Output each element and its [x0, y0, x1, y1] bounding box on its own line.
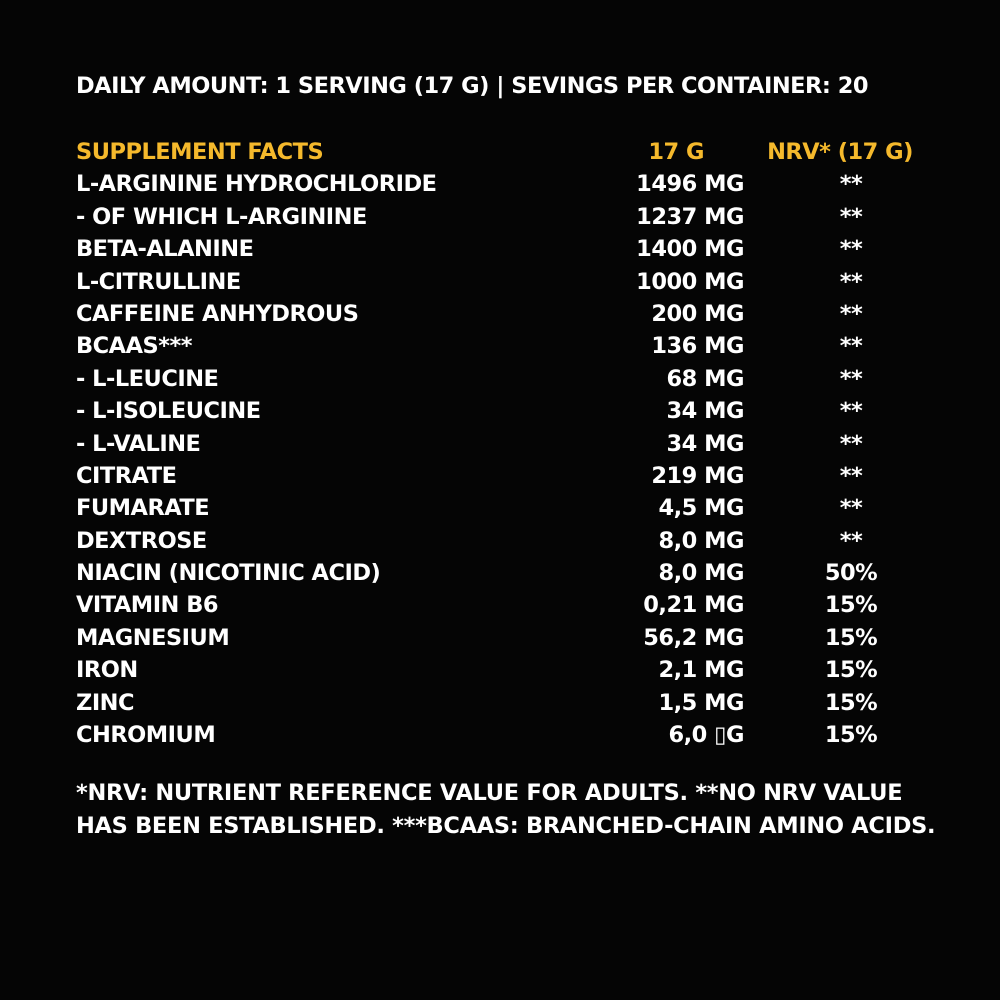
ingredient-nrv: **	[839, 236, 863, 263]
ingredient-nrv: **	[839, 171, 863, 198]
ingredient-name: CAFFEINE ANHYDROUS	[76, 300, 359, 327]
table-row	[76, 525, 926, 557]
table-row	[76, 298, 926, 330]
table-row	[76, 201, 926, 233]
table-row	[76, 233, 926, 265]
ingredient-nrv: **	[839, 365, 863, 392]
ingredient-name: CITRATE	[76, 462, 177, 489]
table-row	[76, 428, 926, 460]
ingredient-amount: 6,0 ▯G	[668, 722, 744, 749]
ingredient-nrv: **	[839, 527, 863, 554]
ingredient-nrv: 15%	[824, 624, 878, 651]
ingredient-amount: 200 MG	[651, 300, 744, 327]
ingredient-amount: 1400 MG	[636, 236, 744, 263]
table-row	[76, 266, 926, 298]
table-row	[76, 330, 926, 362]
ingredient-name: - L-LEUCINE	[76, 365, 219, 392]
table-row	[76, 687, 926, 719]
ingredient-amount: 56,2 MG	[643, 624, 744, 651]
table-row	[76, 492, 926, 524]
ingredient-amount: 136 MG	[651, 333, 744, 360]
table-header-row	[76, 136, 926, 168]
ingredient-nrv: **	[839, 333, 863, 360]
ingredient-name: L-ARGININE HYDROCHLORIDE	[76, 171, 437, 198]
table-row	[76, 460, 926, 492]
table-row	[76, 622, 926, 654]
ingredient-nrv: 15%	[824, 689, 878, 716]
ingredient-amount: 0,21 MG	[643, 592, 744, 619]
ingredient-amount: 34 MG	[666, 430, 744, 457]
table-row	[76, 395, 926, 427]
table-row	[76, 589, 926, 621]
ingredient-amount: 1496 MG	[636, 171, 744, 198]
serving-info: DAILY AMOUNT: 1 SERVING (17 G) | SEVINGS PER CONTAINER: 20	[76, 73, 869, 99]
ingredient-nrv: **	[839, 300, 863, 327]
ingredient-amount: 2,1 MG	[658, 657, 744, 684]
ingredient-name: BETA-ALANINE	[76, 236, 254, 263]
ingredient-name: NIACIN (NICOTINIC ACID)	[76, 560, 381, 587]
ingredient-amount: 1,5 MG	[658, 689, 744, 716]
supplement-facts-table	[76, 136, 926, 751]
footnote: *NRV: NUTRIENT REFERENCE VALUE FOR ADULTS. **NO NRV VALUE HAS BEEN ESTABLISHED. ***BCAAS: BRANCHED-CHAIN AMINO ACIDS.	[76, 780, 936, 839]
ingredient-nrv: **	[839, 462, 863, 489]
ingredient-amount: 4,5 MG	[658, 495, 744, 522]
ingredient-nrv: **	[839, 495, 863, 522]
amount-column-header: 17 G	[648, 139, 704, 165]
ingredient-nrv: 15%	[824, 657, 878, 684]
ingredient-nrv: **	[839, 203, 863, 230]
ingredient-amount: 34 MG	[666, 398, 744, 425]
ingredient-name: - OF WHICH L-ARGININE	[76, 203, 367, 230]
ingredient-nrv: 15%	[824, 722, 878, 749]
table-row	[76, 654, 926, 686]
table-row	[76, 719, 926, 751]
ingredient-nrv: 50%	[824, 560, 878, 587]
ingredient-name: - L-ISOLEUCINE	[76, 398, 261, 425]
ingredient-name: IRON	[76, 657, 138, 684]
table-row	[76, 363, 926, 395]
ingredient-nrv: **	[839, 398, 863, 425]
table-body	[76, 168, 926, 751]
ingredient-name: CHROMIUM	[76, 722, 216, 749]
ingredient-nrv: **	[839, 268, 863, 295]
ingredient-amount: 1237 MG	[636, 203, 744, 230]
ingredient-name: VITAMIN B6	[76, 592, 219, 619]
ingredient-name: BCAAS***	[76, 333, 192, 360]
ingredient-amount: 1000 MG	[636, 268, 744, 295]
ingredient-amount: 8,0 MG	[658, 527, 744, 554]
ingredient-nrv: 15%	[824, 592, 878, 619]
table-row	[76, 557, 926, 589]
nrv-column-header: NRV* (17 G)	[767, 139, 913, 165]
ingredient-amount: 68 MG	[666, 365, 744, 392]
table-row	[76, 168, 926, 200]
ingredient-name: - L-VALINE	[76, 430, 201, 457]
ingredient-name: ZINC	[76, 689, 135, 716]
ingredient-name: L-CITRULLINE	[76, 268, 241, 295]
ingredient-name: DEXTROSE	[76, 527, 207, 554]
ingredient-nrv: **	[839, 430, 863, 457]
ingredient-name: MAGNESIUM	[76, 624, 230, 651]
table-title: SUPPLEMENT FACTS	[76, 139, 324, 165]
ingredient-name: FUMARATE	[76, 495, 210, 522]
ingredient-amount: 219 MG	[651, 462, 744, 489]
ingredient-amount: 8,0 MG	[658, 560, 744, 587]
